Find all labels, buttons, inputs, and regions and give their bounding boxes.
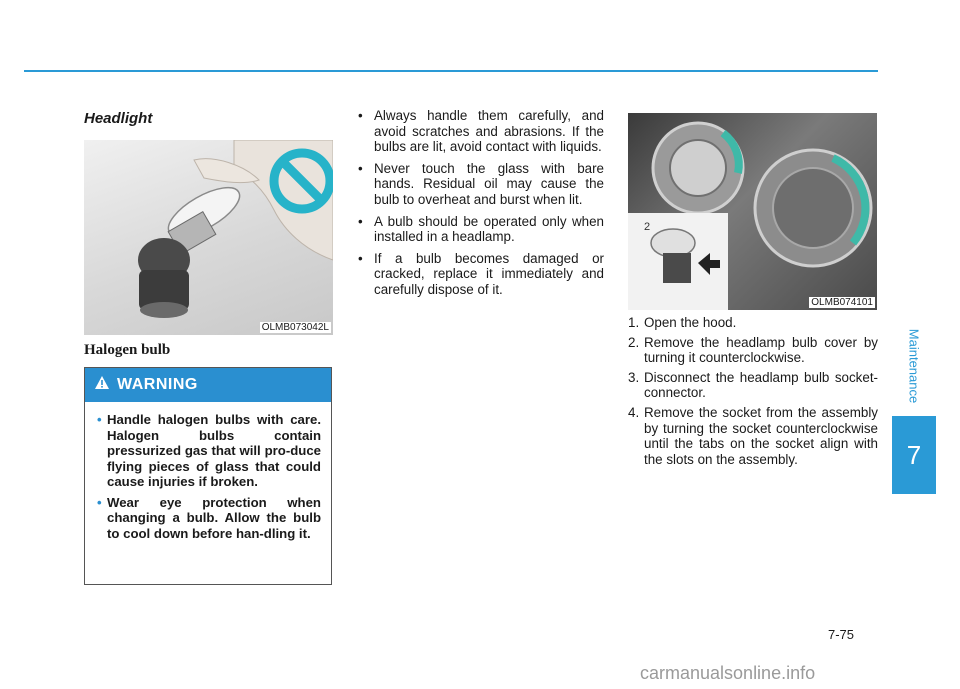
bullet-text: Never touch the glass with bare hands. Residual oil may cause the bulb to overheat and burst when lit.: [374, 160, 604, 207]
step-text: Remove the socket from the assembly by turning the socket counterclockwise until the tabs on the socket align with the slots on the assembly.: [644, 404, 878, 467]
warning-triangle-icon: [95, 376, 109, 394]
step-number: 2.: [628, 334, 640, 350]
bullet-dot: •: [358, 108, 363, 123]
bullet-dot: •: [97, 494, 102, 510]
step-number: 4.: [628, 404, 640, 420]
warning-box: [84, 367, 332, 585]
handling-notes: [356, 108, 604, 304]
warning-item-text: Handle halogen bulbs with care. Halogen bulbs contain pressurized gas that will pro-duce flying pieces of glass that could cause injuries if broken.: [107, 412, 321, 489]
chapter-label-text: Maintenance: [906, 328, 922, 404]
step-number: 1.: [628, 315, 640, 330]
warning-item: [97, 495, 321, 542]
steps-list: [628, 315, 878, 467]
step-text: Disconnect the headlamp bulb socket-connector.: [644, 369, 878, 401]
step-text: Open the hood.: [644, 315, 737, 330]
procedure-steps: [628, 315, 878, 471]
step-item: [628, 335, 878, 366]
warning-list: [85, 402, 331, 541]
bullet-dot: •: [358, 213, 363, 229]
step-item: [628, 315, 878, 331]
page-number: 7-75: [828, 627, 855, 642]
bullet-text: A bulb should be operated only when installed in a headlamp.: [374, 213, 604, 245]
warning-item: [97, 412, 321, 490]
halogen-bulb-photo: [84, 140, 333, 335]
section-title: Headlight: [84, 110, 153, 127]
step-number: 3.: [628, 369, 640, 385]
step-item: [628, 405, 878, 467]
figure-caption: Halogen bulb: [84, 342, 171, 358]
bullet-item: [356, 108, 604, 155]
assembly-illustration: [628, 113, 877, 310]
step-text: Remove the headlamp bulb cover by turning it counterclockwise.: [644, 334, 878, 366]
headlamp-assembly-photo: [628, 113, 877, 310]
callout-number: 2: [644, 221, 651, 233]
figure-code: OLMB073042L: [261, 322, 329, 333]
chapter-label: [904, 326, 924, 406]
bullet-dot: •: [358, 250, 363, 266]
warning-header: [85, 368, 331, 402]
figure-code: OLMB074101: [811, 297, 873, 308]
warning-title: WARNING: [117, 376, 198, 393]
bullet-item: [356, 214, 604, 245]
bullet-text: Always handle them carefully, and avoid scratches and abrasions. If the bulbs are lit, avoid contact with liquids.: [374, 108, 604, 155]
bullet-item: [356, 161, 604, 208]
watermark: carmanualsonline.info: [640, 663, 816, 683]
chapter-tab[interactable]: 7: [892, 416, 936, 494]
step-item: [628, 370, 878, 401]
bullet-dot: •: [358, 160, 363, 176]
top-rule: [24, 70, 878, 72]
bullet-text: If a bulb becomes damaged or cracked, replace it immediately and carefully dispose of it.: [374, 250, 604, 297]
bullet-item: [356, 251, 604, 298]
prohibition-icon: [267, 146, 333, 216]
bullet-dot: •: [97, 412, 102, 427]
handling-bullets: [356, 108, 604, 298]
warning-item-text: Wear eye protection when changing a bulb. Allow the bulb to cool down before han-dling it.: [107, 494, 321, 541]
